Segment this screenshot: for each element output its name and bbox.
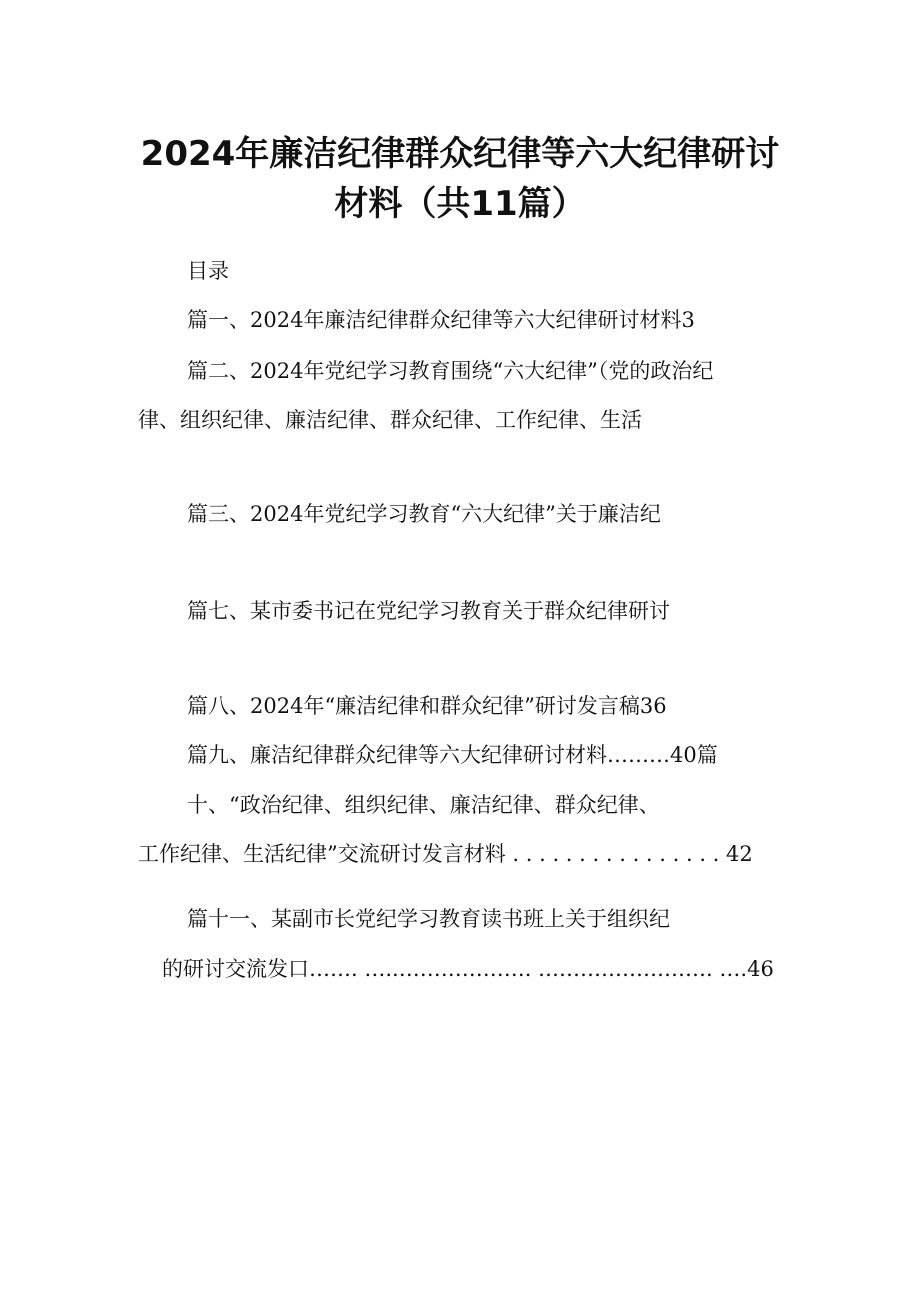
toc-entry-1: 篇一、2024年廉洁纪律群众纪律等六大纪律研讨材料3: [187, 308, 695, 332]
toc-entry-2-line-1: 篇二、2024年党纪学习教育围绕“六大纪律”（党的政治纪: [187, 359, 714, 383]
toc-entry-10-line-1: 十、“政治纪律、组织纪律、廉洁纪律、群众纪律、: [187, 793, 660, 817]
document-title-line-2: 材料（共11篇）: [334, 184, 586, 224]
document-title-line-1: 2024年廉洁纪律群众纪律等六大纪律研讨: [140, 134, 780, 174]
toc-entry-2-line-2: 律、组织纪律、廉洁纪律、群众纪律、工作纪律、生活: [138, 408, 642, 432]
toc-entry-9: 篇九、廉洁纪律群众纪律等六大纪律研讨材料………40篇: [187, 743, 718, 767]
toc-entry-8: 篇八、2024年“廉洁纪律和群众纪律”研讨发言稿36: [187, 694, 667, 718]
toc-entry-3: 篇三、2024年党纪学习教育“六大纪律”关于廉洁纪: [187, 502, 661, 526]
toc-entry-10-line-2: 工作纪律、生活纪律”交流研讨发言材料 . . . . . . . . . . . . . . . . 42: [138, 842, 753, 866]
toc-entry-11-line-2: 的研讨交流发口……. …..………………. ……………………. ….46: [162, 957, 774, 981]
toc-entry-11-line-1: 篇十一、某副市长党纪学习教育读书班上关于组织纪: [187, 907, 670, 931]
toc-entry-7: 篇七、某市委书记在党纪学习教育关于群众纪律研讨: [187, 599, 670, 623]
toc-heading: 目录: [187, 259, 229, 283]
